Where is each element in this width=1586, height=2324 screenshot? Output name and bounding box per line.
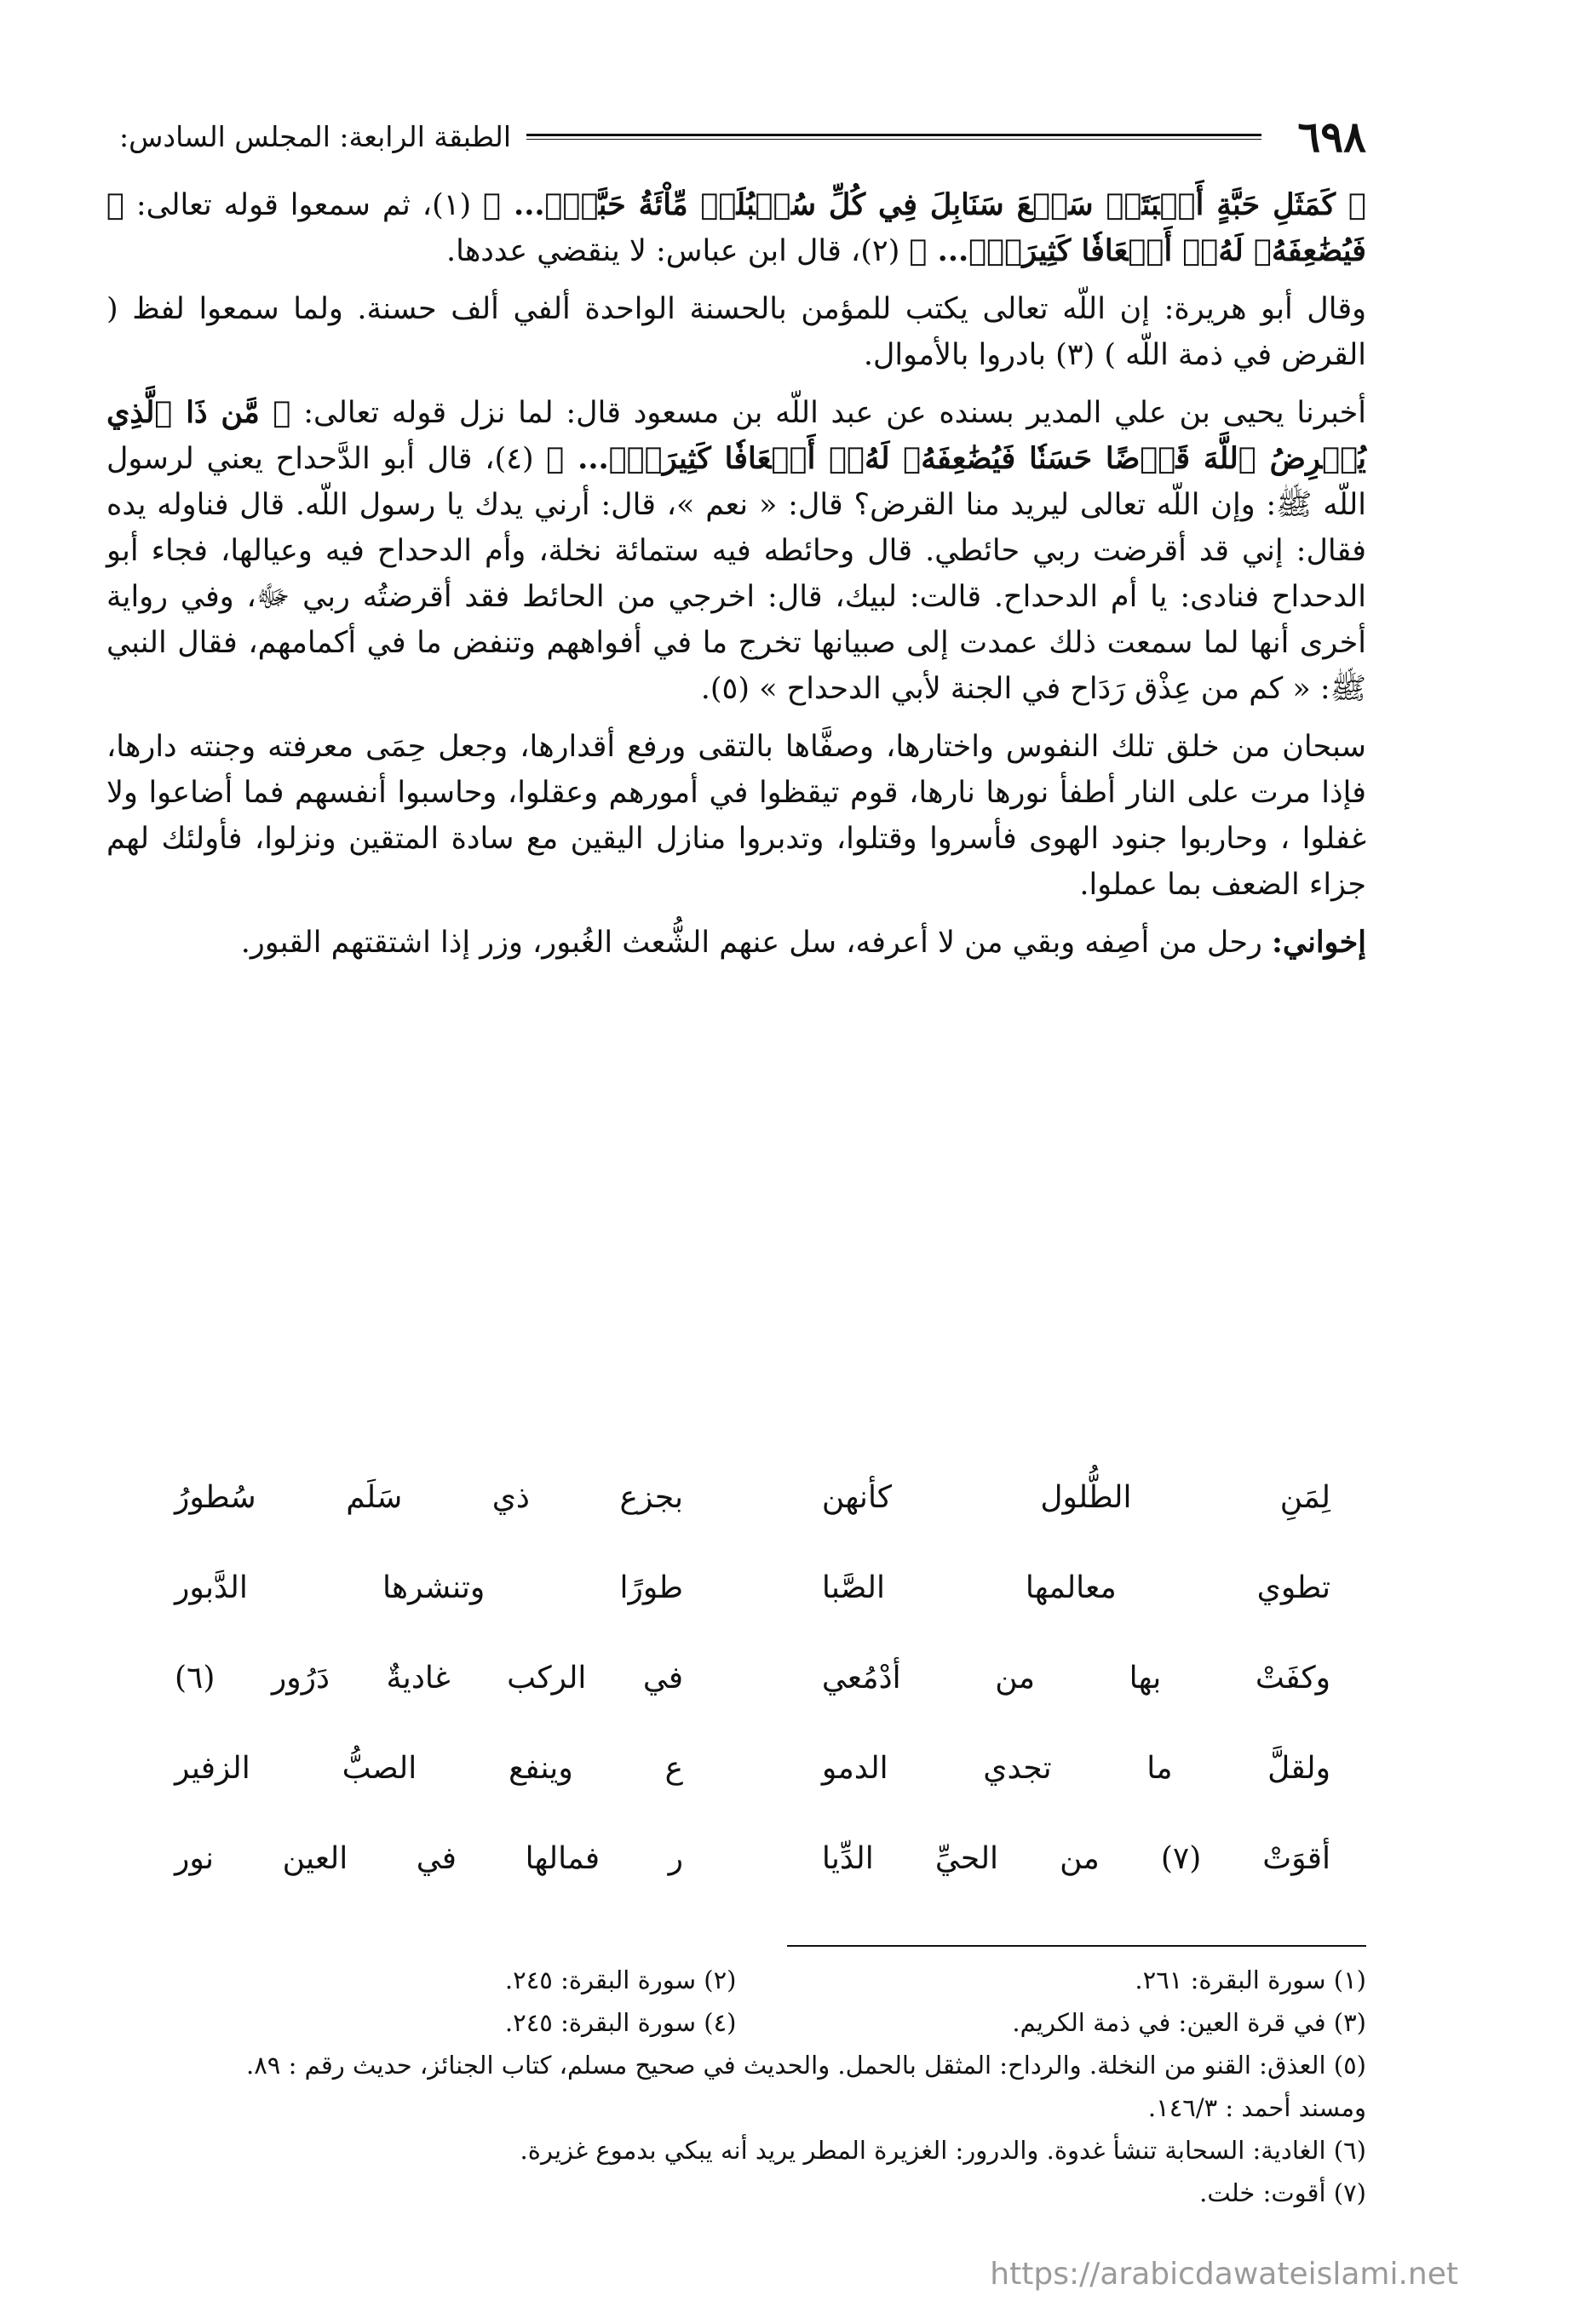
- verse-second-hemistich: بجزع ذي سَلَم سُطورُ: [175, 1479, 684, 1515]
- footnote-row: [106, 2001, 1366, 2044]
- verse-first-hemistich: تطوي معالمها الصَّبا: [821, 1569, 1330, 1605]
- poem-verse: [175, 1723, 1330, 1813]
- page-number: ٦٩٨: [1297, 111, 1366, 162]
- quran-verse: ﴿ كَمَثَلِ حَبَّةٍ أَنۢبَتَتۡ سَبۡعَ سَنَابِلَ فِي كُلِّ سُنۢبُلَةٖ مِّاْئَةُ حَبَّةٖۗ... ﴾: [483, 187, 1367, 222]
- footnote: (٤) سورة البقرة: ٢٤٥.: [504, 2008, 737, 2037]
- paragraph-2: وقال أبو هريرة: إن اللّه تعالى يكتب للمؤمن بالحسنة الواحدة ألفي ألف حسنة. ولما سمعوا لفظ ( القرض في ذمة اللّه ) (٣) بادروا بالأموال.: [106, 292, 1366, 372]
- footnote: (٥) العذق: القنو من النخلة. والرداح: المثقل بالحمل. والحديث في صحيح مسلم، كتاب الجنائز، حديث رقم : ٨٩.: [246, 2051, 1366, 2080]
- verse-second-hemistich: ر فمالها في العين نور: [175, 1840, 684, 1876]
- paragraph-1: [106, 182, 1366, 274]
- footnote: (١) سورة البقرة: ٢٦١.: [1135, 1965, 1366, 1994]
- paragraph-5: [106, 920, 1366, 966]
- verse-first-hemistich: وكفَتْ بها من أدْمُعي: [821, 1660, 1330, 1696]
- paragraph-lead: إخواني:: [1272, 925, 1366, 960]
- running-title: الطبقة الرابعة: المجلس السادس:: [119, 119, 512, 153]
- verse-first-hemistich: ولقلَّ ما تجدي الدمو: [821, 1750, 1330, 1786]
- verse-second-hemistich: ع وينفع الصبُّ الزفير: [175, 1750, 684, 1786]
- verse-second-hemistich: في الركب غاديةٌ دَرُور (٦): [175, 1660, 684, 1696]
- verse-first-hemistich: أقوَتْ (٧) من الحيِّ الدِّيا: [821, 1840, 1330, 1876]
- footnotes: [106, 1959, 1366, 2214]
- poem-verse: [175, 1633, 1330, 1723]
- paragraph-text: أخبرنا يحيى بن علي المدير بسنده عن عبد اللّه بن مسعود قال: لما نزل قوله تعالى:: [290, 396, 1366, 430]
- poem-verse: [175, 1813, 1330, 1903]
- poem: [175, 1452, 1330, 1903]
- footnote: (٦) الغادية: السحابة تنشأ غدوة. والدرور: الغزيرة المطر يريد أنه يبكي بدموع غزيرة.: [520, 2136, 1366, 2165]
- main-text: [106, 182, 1366, 978]
- verse-first-hemistich: لِمَنِ الطُّلول كأنهن: [821, 1479, 1330, 1515]
- poem-verse: [175, 1542, 1330, 1633]
- header-rule: [526, 134, 1261, 140]
- poem-verse: [175, 1452, 1330, 1542]
- paragraph-text: (٤)، قال أبو الدَّحداح يعني لرسول اللّه ﷺ: وإن اللّه تعالى ليريد منا القرض؟ قال: « نعم »، قال: أرني يدك يا رسول اللّه. قال فناوله يده فقال: إني قد أقرضت ربي حائطي. قال وحائطه فيه ستمائة نخلة، وأم الدحداح فيه وعيالها، فجاء أبو الدحداح فنادى: يا أم الدحداح. قالت: لبيك، قال: اخرجي من الحائط فقد أقرضتُه ربي ﷻ، وفي رواية أخرى أنها لما سمعت ذلك عمدت إلى صبيانها تخرج ما في أفواههم وتنفض ما في أكمامهم، فقال النبي ﷺ: « كم من عِذْق رَدَاح في الجنة لأبي الدحداح » (٥).: [106, 442, 1366, 706]
- footnote-row: [106, 1959, 1366, 2001]
- source-watermark: https://arabicdawateislami.net: [990, 2257, 1458, 2292]
- footnote: (٧) أقوت: خلت.: [1199, 2178, 1366, 2207]
- paragraph-4: سبحان من خلق تلك النفوس واختارها، وصفَّاها بالتقى ورفع أقدارها، وجعل حِمَى معرفته وجنته دارها، فإذا مرت على النار أطفأ نورها نارها، قوم تيقظوا في أمورهم وعقلوا، وحاسبوا أنفسهم فما أضاعوا ولا غفلوا ، وحاربوا جنود الهوى فأسروا وقتلوا، وتدبروا منازل اليقين مع سادة المتقين ونزلوا، فأولئك لهم جزاء الضعف بما عملوا.: [106, 730, 1366, 902]
- paragraph-text: رحل من أصِفه وبقي من لا أعرفه، سل عنهم الشُّعث الغُبور، وزر إذا اشتقتهم القبور.: [240, 926, 1272, 960]
- page-header: [119, 111, 1366, 162]
- paragraph-text: (٢)، قال ابن عباس: لا ينقضي عددها.: [446, 234, 910, 268]
- footnote-continuation: ومسند أحمد : ١٤٦/٣.: [1147, 2093, 1366, 2122]
- quran-verse: ﴿ فَيُضَٰعِفَهُۥ لَهُۥٓ أَضۡعَافٗا كَثِيرَةٗۚ... ﴾: [106, 187, 1366, 268]
- footnote-divider: [787, 1945, 1366, 1947]
- paragraph-text: (١)، ثم سمعوا قوله تعالى:: [124, 188, 484, 222]
- paragraph-3: [106, 390, 1366, 712]
- verse-second-hemistich: طورًا وتنشرها الدَّبور: [175, 1569, 684, 1605]
- footnote: (٣) في قرة العين: في ذمة الكريم.: [1012, 2008, 1366, 2037]
- footnote: (٢) سورة البقرة: ٢٤٥.: [504, 1965, 737, 1994]
- quran-verse: ﴿ مَّن ذَا ٱلَّذِي يُقۡرِضُ ٱللَّهَ قَرۡضًا حَسَنٗا فَيُضَٰعِفَهُۥ لَهُۥٓ أَضۡعَافٗا كَثِيرَةٗۚ... ﴾: [106, 395, 1367, 476]
